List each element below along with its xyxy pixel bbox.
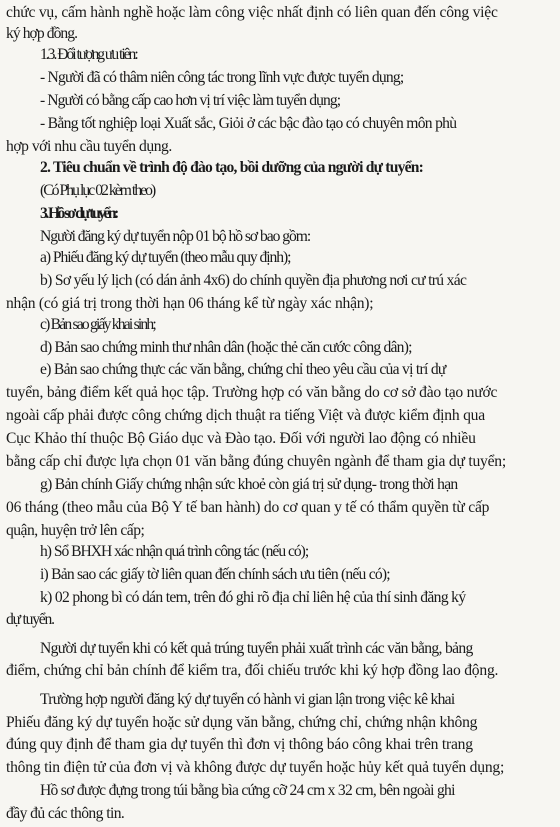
text-line: nhận (có giá trị trong thời hạn 06 tháng kể từ ngày xác nhận); — [6, 295, 374, 312]
text-line: - Người có bằng cấp cao hơn vị trí việc làm tuyển dụng; — [40, 92, 341, 109]
text-line: chức vụ, cấm hành nghề hoặc làm công việc nhất định có liên quan đến công việc — [6, 4, 498, 21]
text-line: tuyển, bảng điểm kết quả học tập. Trường hợp có văn bằng do cơ sở đào tạo nước — [6, 384, 498, 401]
text-line: k) 02 phong bì có dán tem, trên đó ghi rõ địa chỉ liên hệ của thí sinh đăng ký — [40, 589, 466, 606]
text-line: điểm, chứng chỉ bản chính để kiểm tra, đối chiếu trước khi ký hợp đồng lao động. — [6, 662, 499, 679]
text-line: - Bằng tốt nghiệp loại Xuất sắc, Giỏi ở các bậc đào tạo có chuyên môn phù — [40, 115, 457, 132]
text-line: quận, huyện trở lên cấp; — [6, 522, 145, 539]
text-line: h) Sổ BHXH xác nhận quá trình công tác (nếu có); — [40, 543, 309, 560]
text-line: b) Sơ yếu lý lịch (có dán ảnh 4x6) do chính quyền địa phương nơi cư trú xác — [40, 272, 467, 289]
section-heading: 3. Hồ sơ dự tuyển: — [40, 205, 117, 222]
text-line: Trường hợp người đăng ký dự tuyển có hành vi gian lận trong việc kê khai — [40, 691, 455, 708]
text-line: a) Phiếu đăng ký dự tuyển (theo mẫu quy định); — [40, 249, 291, 266]
text-line: 06 tháng (theo mẫu của Bộ Y tế ban hành) do cơ quan y tế có thẩm quyền từ cấp — [6, 499, 490, 516]
text-line: thông tin điện tử của đơn vị và không được dự tuyển hoặc hủy kết quả tuyển dụng; — [6, 759, 505, 776]
text-line: hợp với nhu cầu tuyển dụng. — [6, 138, 172, 155]
text-line: bằng cấp chỉ được lựa chọn 01 văn bằng đúng chuyên ngành để tham gia dự tuyển; — [6, 453, 506, 470]
text-line: Hồ sơ được đựng trong túi bằng bìa cứng cỡ 24 cm x 32 cm, bên ngoài ghi — [40, 782, 455, 799]
text-line: ký hợp đồng. — [6, 25, 78, 42]
text-line: Người đăng ký dự tuyển nộp 01 bộ hồ sơ bao gồm: — [40, 228, 311, 245]
text-line: ngoài cấp phải được công chứng dịch thuật ra tiếng Việt và được kiểm định qua — [6, 407, 485, 424]
text-line: g) Bản chính Giấy chứng nhận sức khoẻ còn giá trị sử dụng- trong thời hạn — [40, 476, 458, 493]
text-line: đầy đủ các thông tin. — [6, 805, 125, 822]
text-line: Người dự tuyển khi có kết quả trúng tuyển phải xuất trình các văn bằng, bảng — [40, 640, 473, 657]
text-line: i) Bản sao các giấy tờ liên quan đến chính sách ưu tiên (nếu có); — [40, 566, 390, 583]
text-line: Phiếu đăng ký dự tuyển hoặc sử dụng văn bằng, chứng chỉ, chứng nhận không — [6, 714, 478, 731]
text-line: Cục Khảo thí thuộc Bộ Giáo dục và Đào tạo. Đối với người lao động có nhiều — [6, 430, 476, 447]
text-line: e) Bản sao chứng thực các văn bằng, chứng chỉ theo yêu cầu của vị trí dự — [40, 361, 446, 378]
text-line: 1.3. Đối tượng ưu tiên: — [40, 46, 137, 63]
text-line: dự tuyển. — [6, 611, 54, 628]
text-line: c) Bản sao giấy khai sinh; — [40, 316, 155, 333]
text-line: - Người đã có thâm niên công tác trong lĩnh vực được tuyển dụng; — [40, 69, 404, 86]
text-line: d) Bản sao chứng minh thư nhân dân (hoặc thẻ căn cước công dân); — [40, 339, 412, 356]
section-heading: 2. Tiêu chuẩn về trình độ đào tạo, bồi dưỡng của người dự tuyển: — [40, 159, 424, 176]
text-line: đúng quy định để tham gia dự tuyển thì đơn vị thông báo công khai trên trang — [6, 736, 473, 753]
text-line: (Có Phụ lục 02 kèm theo) — [40, 182, 155, 199]
